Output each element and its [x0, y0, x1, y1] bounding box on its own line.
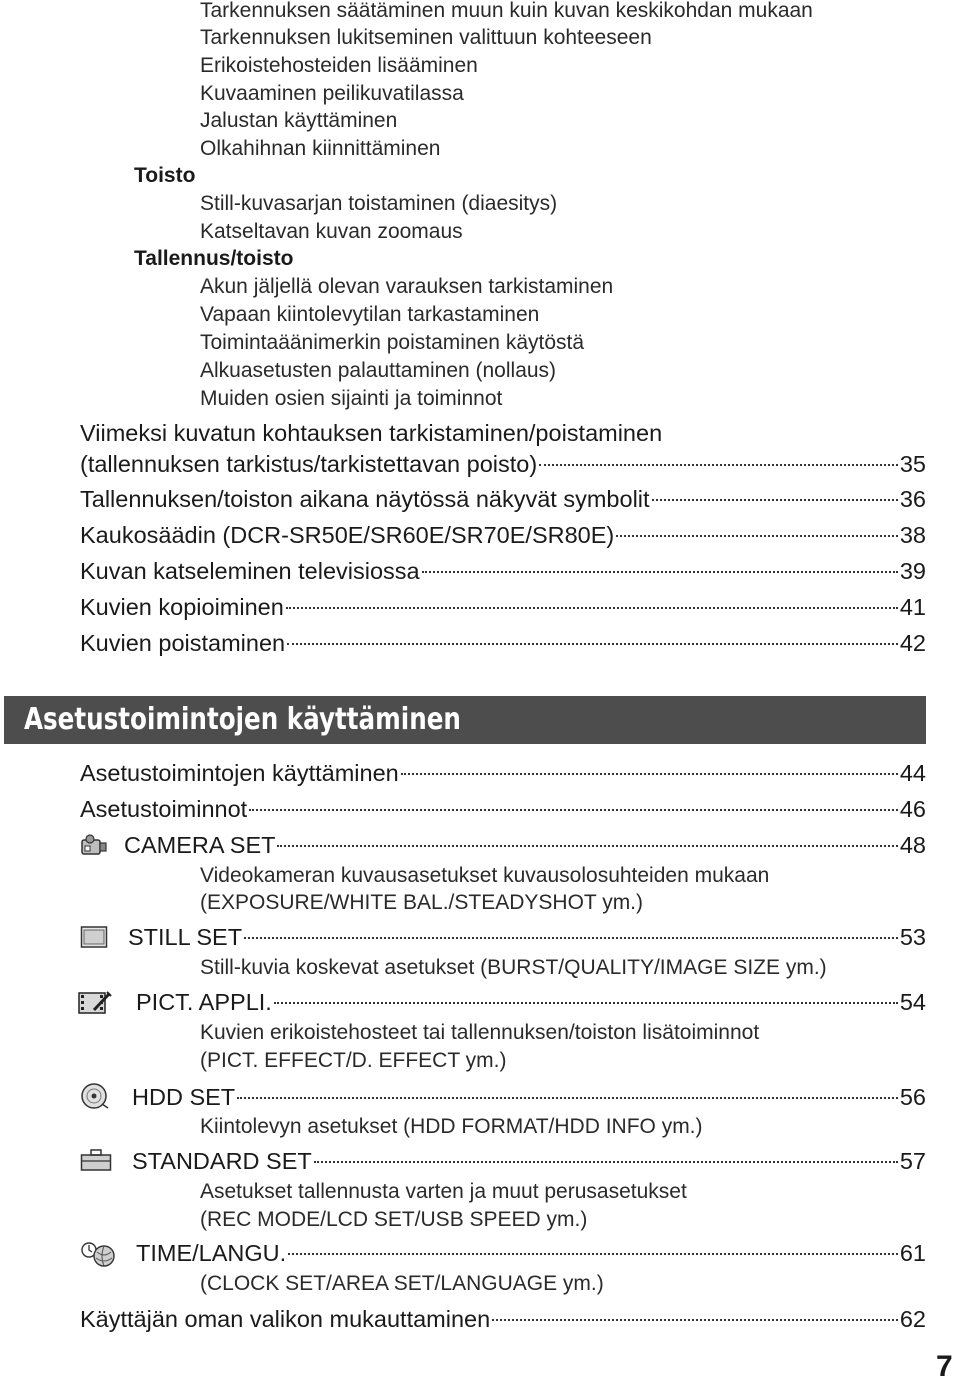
toc-entry-label: Käyttäjän oman valikon mukauttaminen — [80, 1306, 491, 1332]
toc-entry-televisio[interactable] — [80, 554, 926, 588]
toc-entry-label: Kuvien poistaminen — [80, 630, 286, 656]
leader-dots — [492, 1319, 898, 1321]
menu-description: Asetukset tallennusta varten ja muut perusasetukset — [200, 1180, 687, 1203]
leader-dots — [652, 499, 898, 501]
toc-subitem: Katseltavan kuvan zoomaus — [200, 220, 463, 243]
menu-description: (EXPOSURE/WHITE BAL./STEADYSHOT ym.) — [200, 891, 644, 914]
toolbox-icon — [80, 1148, 112, 1172]
toc-page-number: 36 — [899, 486, 926, 512]
leader-dots — [244, 937, 898, 939]
page-number: 7 — [936, 1350, 953, 1383]
toc-entry-kopiointi[interactable] — [80, 590, 926, 624]
leader-dots — [287, 643, 898, 645]
toc-page-number: 38 — [899, 522, 926, 548]
toc-page-number: 61 — [899, 1240, 926, 1266]
toc-entry-label: Asetustoimintojen käyttäminen — [80, 760, 399, 786]
toc-subitem: Akun jäljellä olevan varauksen tarkistaminen — [200, 275, 614, 298]
toc-entry-symbolit[interactable] — [80, 482, 926, 516]
toc-subitem: Tarkennuksen lukitseminen valittuun kohteeseen — [200, 26, 652, 49]
toc-entry-label: (tallennuksen tarkistus/tarkistettavan poisto) — [80, 451, 538, 477]
leader-dots — [237, 1097, 898, 1099]
toc-page-number: 42 — [899, 630, 926, 656]
leader-dots — [314, 1161, 898, 1163]
toc-entry-label: PICT. APPLI. — [136, 989, 272, 1015]
toc-entry-asetustoimintojen-kaytto[interactable] — [80, 756, 926, 790]
menu-description: Kiintolevyn asetukset (HDD FORMAT/HDD INFO ym.) — [200, 1115, 703, 1138]
menu-description: (PICT. EFFECT/D. EFFECT ym.) — [200, 1049, 507, 1072]
toc-entry-viimeksi-line1: Viimeksi kuvatun kohtauksen tarkistaminen/poistaminen — [80, 420, 663, 446]
toc-page-number: 44 — [899, 760, 926, 786]
toc-subitem: Still-kuvasarjan toistaminen (diaesitys) — [200, 192, 558, 215]
toc-page-number: 35 — [899, 451, 926, 477]
section-header — [4, 696, 926, 744]
toc-entry-label: Kuvan katseleminen televisiossa — [80, 558, 420, 584]
toc-entry-asetustoiminnot[interactable] — [80, 792, 926, 826]
toc-subitem: Toimintaäänimerkin poistaminen käytöstä — [200, 331, 585, 354]
section-title: Asetustoimintojen käyttäminen — [24, 702, 461, 737]
leader-dots — [288, 1253, 898, 1255]
toc-page-number: 54 — [899, 989, 926, 1015]
toc-subitem: Alkuasetusten palauttaminen (nollaus) — [200, 359, 557, 382]
toc-page-number: 41 — [899, 594, 926, 620]
toc-entry-label: TIME/LANGU. — [136, 1240, 287, 1266]
toc-subitem: Kuvaaminen peilikuvatilassa — [200, 82, 464, 105]
toc-page-number: 57 — [899, 1148, 926, 1174]
menu-time-langu[interactable] — [136, 1236, 926, 1270]
leader-dots — [286, 607, 898, 609]
menu-still-set[interactable] — [128, 920, 926, 954]
toc-category-toisto: Toisto — [134, 164, 196, 187]
toc-page-number: 39 — [899, 558, 926, 584]
toc-page-number: 53 — [899, 924, 926, 950]
toc-page-number: 46 — [899, 796, 926, 822]
toc-subitem: Olkahihnan kiinnittäminen — [200, 137, 441, 160]
toc-page-number: 48 — [899, 832, 926, 858]
leader-dots — [616, 535, 898, 537]
disc-icon — [80, 1082, 110, 1110]
toc-page-number: 62 — [899, 1306, 926, 1332]
camera-icon — [80, 834, 108, 858]
toc-entry-label: HDD SET — [132, 1084, 236, 1110]
leader-dots — [274, 1002, 898, 1004]
toc-page-number: 56 — [899, 1084, 926, 1110]
toc-subitem: Muiden osien sijainti ja toiminnot — [200, 387, 503, 410]
menu-description: (CLOCK SET/AREA SET/LANGUAGE ym.) — [200, 1272, 604, 1295]
leader-dots — [249, 809, 898, 811]
menu-description: Still-kuvia koskevat asetukset (BURST/QUALITY/IMAGE SIZE ym.) — [200, 956, 827, 979]
toc-subitem: Tarkennuksen säätäminen muun kuin kuvan keskikohdan mukaan — [200, 0, 813, 22]
toc-subitem: Jalustan käyttäminen — [200, 109, 398, 132]
toc-entry-label: Asetustoiminnot — [80, 796, 248, 822]
toc-entry-label: STANDARD SET — [132, 1148, 312, 1174]
menu-standard-set[interactable] — [132, 1144, 926, 1178]
film-strip-icon — [78, 990, 112, 1014]
menu-description: Kuvien erikoistehosteet tai tallennuksen/toiston lisätoiminnot — [200, 1021, 760, 1044]
still-image-icon — [80, 925, 108, 949]
toc-entry-label: Kaukosäädin (DCR-SR50E/SR60E/SR70E/SR80E) — [80, 522, 615, 548]
menu-pict-appli[interactable] — [136, 985, 926, 1019]
toc-entry-label: Kuvien kopioiminen — [80, 594, 284, 620]
leader-dots — [539, 464, 898, 466]
toc-entry-label: Tallennuksen/toiston aikana näytössä näkyvät symbolit — [80, 486, 650, 512]
toc-category-tallennus-toisto: Tallennus/toisto — [134, 247, 294, 270]
clock-globe-icon — [80, 1240, 116, 1268]
toc-entry-oma-valikko[interactable] — [80, 1302, 926, 1336]
menu-description: (REC MODE/LCD SET/USB SPEED ym.) — [200, 1208, 588, 1231]
toc-entry-kaukosaadin[interactable] — [80, 518, 926, 552]
menu-hdd-set[interactable] — [132, 1080, 926, 1114]
leader-dots — [277, 845, 897, 847]
toc-entry-poistaminen[interactable] — [80, 626, 926, 660]
toc-entry-label: STILL SET — [128, 924, 243, 950]
leader-dots — [422, 571, 898, 573]
toc-subitem: Erikoistehosteiden lisääminen — [200, 54, 478, 77]
leader-dots — [401, 773, 898, 775]
menu-camera-set[interactable] — [124, 828, 926, 862]
toc-entry-label: CAMERA SET — [124, 832, 276, 858]
menu-description: Videokameran kuvausasetukset kuvausolosuhteiden mukaan — [200, 864, 770, 887]
toc-subitem: Vapaan kiintolevytilan tarkastaminen — [200, 303, 540, 326]
toc-entry-viimeksi[interactable] — [80, 447, 926, 481]
